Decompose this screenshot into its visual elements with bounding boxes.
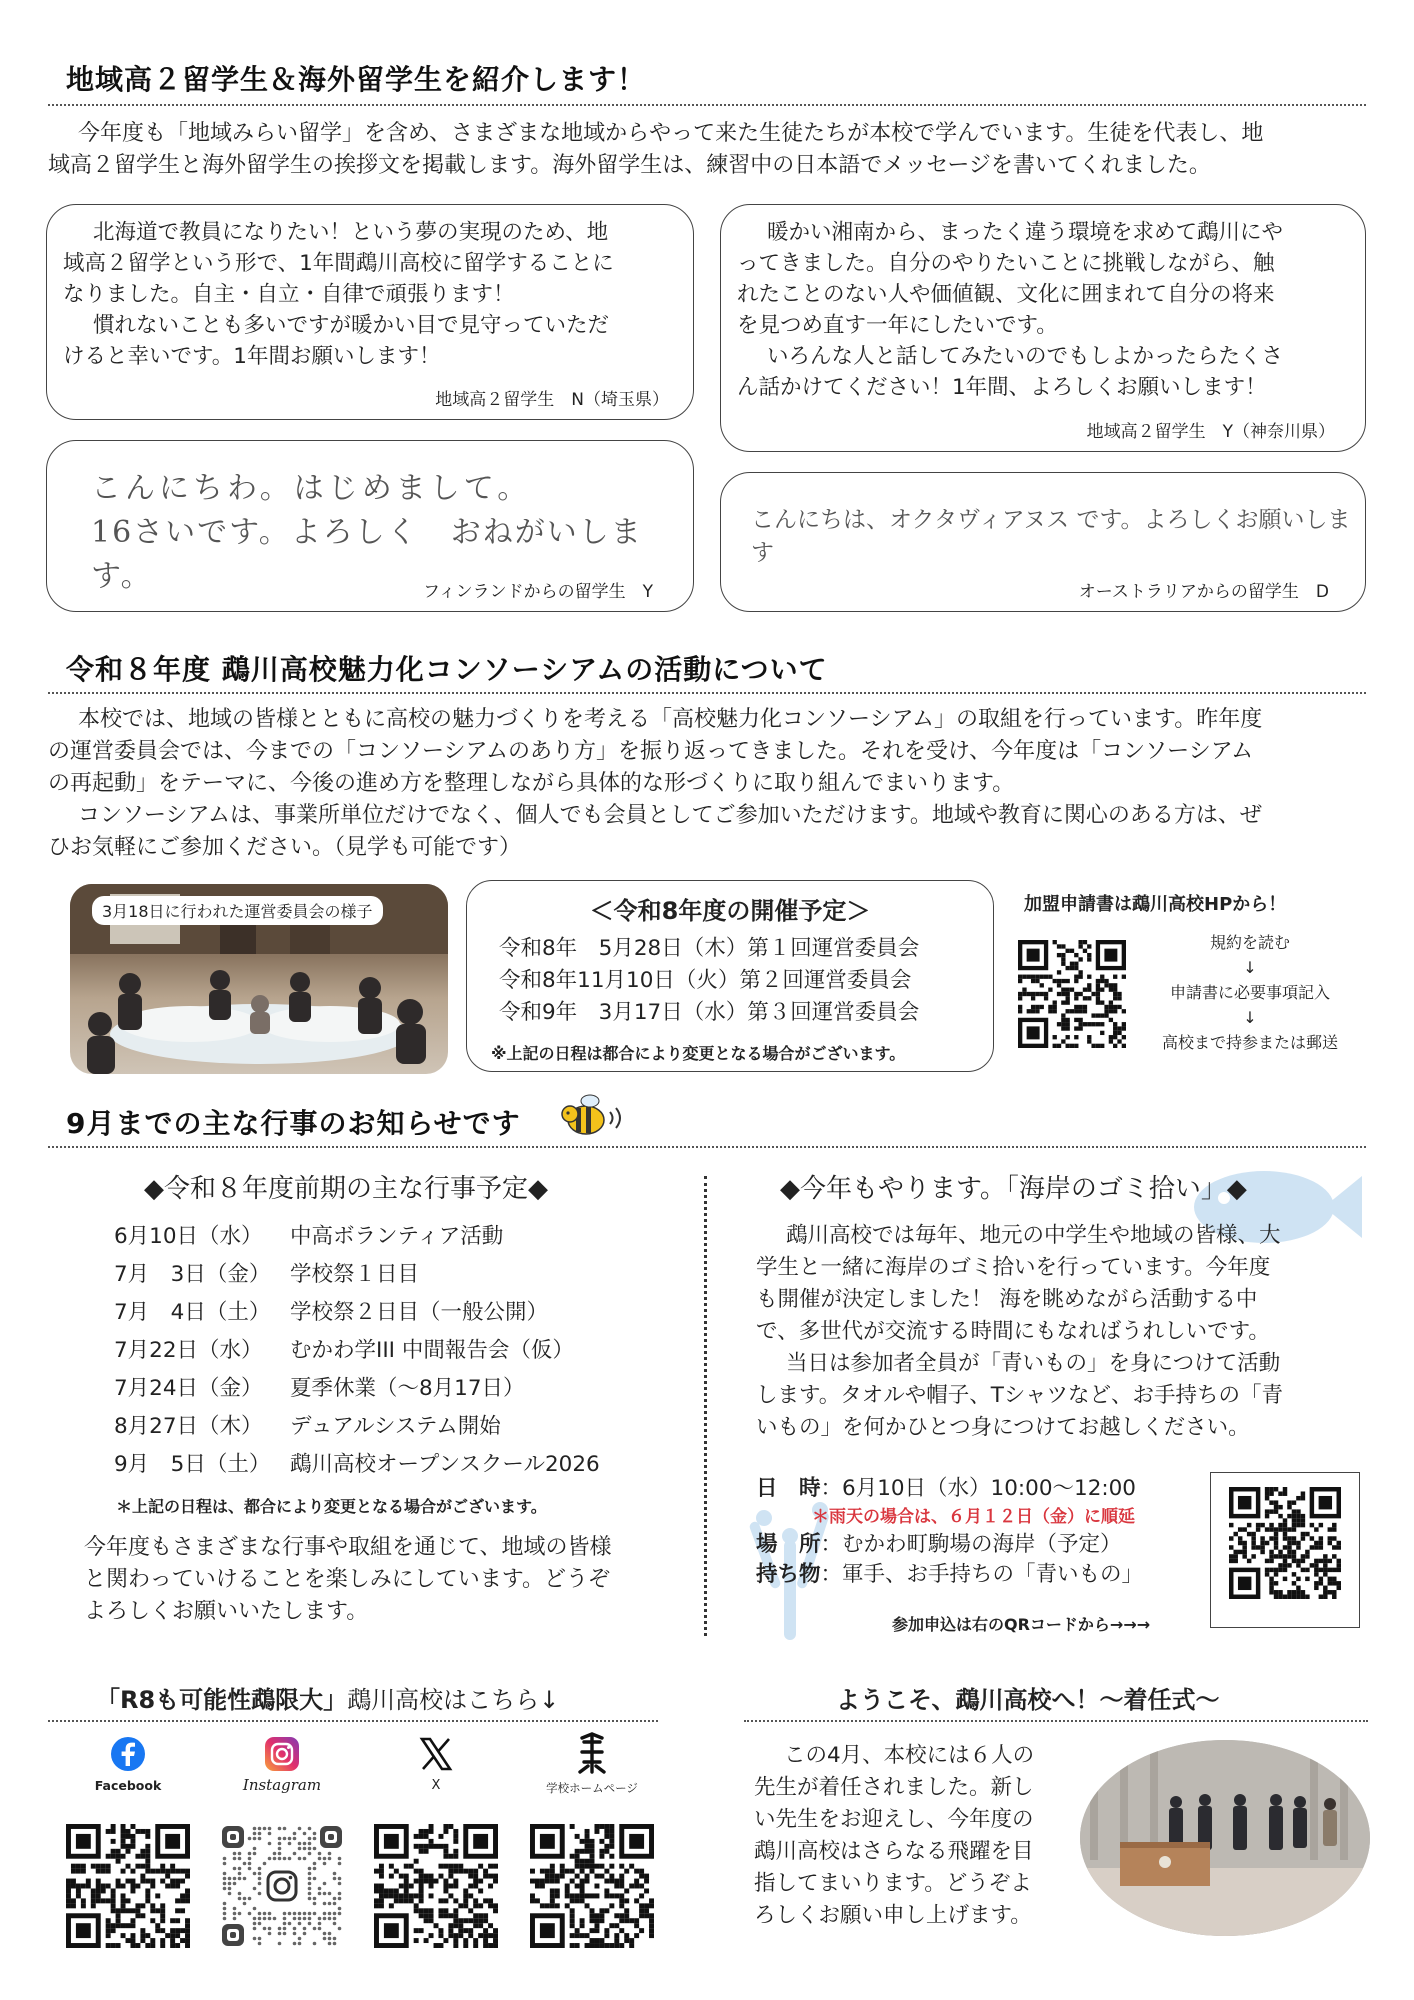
schedule-note: ※上記の日程は都合により変更となる場合がございます。 xyxy=(491,1044,906,1063)
paragraph-line: ひお気軽にご参加ください。（見学も可能です） xyxy=(48,835,522,860)
event-name: 鵡川高校オープンスクール2026 xyxy=(290,1452,600,1477)
section3-title: 9月までの主な行事のお知らせです xyxy=(66,1107,521,1140)
event-name: 中高ボランティア活動 xyxy=(290,1224,504,1249)
intro-line: 域高２留学生と海外留学生の挨拶文を掲載します。海外留学生は、練習中の日本語でメッセージを書いてくれました。 xyxy=(48,153,1211,178)
event-name: 夏季休業（～8月17日） xyxy=(290,1376,525,1401)
divider xyxy=(48,104,1366,106)
message-line: を見つめ直す一年にしたいです。 xyxy=(737,313,1058,338)
event-name: デュアルシステム開始 xyxy=(290,1414,501,1439)
welcome-line: 鵡川高校はさらなる飛躍を目 xyxy=(754,1839,1034,1864)
x-label: X xyxy=(431,1778,441,1793)
sns-title-bold: 「R8も可能性鵡限大」 xyxy=(96,1686,348,1714)
event-row xyxy=(114,1332,600,1370)
student-message-box-y xyxy=(720,204,1366,452)
signature: オーストラリアからの留学生 D xyxy=(1078,582,1329,602)
sns-title xyxy=(96,1680,559,1715)
photo-caption: 3月18日に行われた運営委員会の様子 xyxy=(92,896,383,925)
beach-text xyxy=(756,1220,1356,1444)
event-date: 7月 3日（金） xyxy=(114,1262,271,1287)
welcome-title: ようこそ、鵡川高校へ！～着任式～ xyxy=(836,1686,1220,1714)
message-line: ってきました。自分のやりたいことに挑戦しながら、触 xyxy=(737,251,1275,276)
event-date: 9月 5日（土） xyxy=(114,1452,271,1477)
beach-line: いもの」を何かひとつ身につけてお越しください。 xyxy=(756,1415,1250,1440)
divider xyxy=(48,1146,1366,1148)
beach-qr-frame[interactable] xyxy=(1210,1472,1360,1628)
beach-details xyxy=(756,1474,1143,1590)
signature: フィンランドからの留学生 Y xyxy=(422,582,653,602)
event-name: 学校祭２日目（一般公開） xyxy=(290,1300,549,1325)
instagram-label: Instagram xyxy=(242,1776,322,1794)
event-row xyxy=(114,1446,600,1484)
sns-title-rest: 鵡川高校はこちら↓ xyxy=(347,1686,560,1714)
closing-line: と関わっていけることを楽しみにしています。どうぞ xyxy=(84,1567,611,1592)
ceremony-photo-illustration xyxy=(1080,1740,1370,1936)
beach-line: 鵡川高校では毎年、地元の中学生や地域の皆様、大 xyxy=(786,1223,1281,1248)
rain-note: ＊雨天の場合は、６月１２日（金）に順延 xyxy=(812,1507,1135,1527)
event-date: 6月10日（水） xyxy=(114,1224,263,1249)
student-message-box-n xyxy=(46,204,694,420)
join-title: 加盟申請書は鵡川高校HPから！ xyxy=(1024,894,1287,915)
instagram-link[interactable] xyxy=(218,1736,346,1794)
qr-code-pattern xyxy=(66,1824,190,1948)
qr-code-pattern xyxy=(530,1824,654,1948)
where-label: 場 所 xyxy=(756,1532,821,1557)
beach-line: も開催が決定しました！ 海を眺めながら活動する中 xyxy=(756,1287,1258,1312)
section2-paragraph xyxy=(48,704,1368,864)
when-row xyxy=(756,1474,1143,1504)
event-row xyxy=(114,1370,600,1408)
divider xyxy=(48,1720,658,1722)
column-divider xyxy=(704,1176,707,1636)
x-icon xyxy=(419,1736,453,1772)
school-homepage-link[interactable] xyxy=(524,1732,660,1796)
join-step: 高校まで持参または郵送 xyxy=(1161,1033,1338,1052)
message-line: 域高２留学という形で、1年間鵡川高校に留学することに xyxy=(63,251,614,276)
schedule-list xyxy=(499,933,919,1029)
signature: 地域高２留学生 Y（神奈川県） xyxy=(1086,422,1335,442)
message-line: なりました。自主・自立・自律で頑張ります！ xyxy=(63,282,515,307)
events-note: ＊上記の日程は、都合により変更となる場合がございます。 xyxy=(116,1497,547,1516)
join-steps xyxy=(1140,930,1360,1055)
paragraph-line: 本校では、地域の皆様とともに高校の魅力づくりを考える「高校魅力化コンソーシアム」の取組を行っています。昨年度 xyxy=(78,707,1263,732)
event-row xyxy=(114,1218,600,1256)
meeting-photo xyxy=(70,884,448,1074)
join-step: 申請書に必要事項記入 xyxy=(1169,983,1330,1002)
schedule-item: 令和9年 3月17日（水）第３回運営委員会 xyxy=(499,1000,920,1025)
qr-code-pattern xyxy=(374,1824,498,1948)
divider xyxy=(48,692,1366,694)
signature: 地域高２留学生 N（埼玉県） xyxy=(435,390,669,410)
facebook-icon xyxy=(110,1736,146,1772)
school-homepage-qr-code[interactable] xyxy=(530,1824,654,1948)
consortium-qr-code[interactable] xyxy=(1018,940,1126,1048)
event-row xyxy=(114,1294,600,1332)
beach-title: ◆今年もやります。「海岸のゴミ拾い」◆ xyxy=(780,1174,1247,1204)
welcome-line: この4月、本校には６人の xyxy=(784,1743,1035,1768)
events-title: ◆令和８年度前期の主な行事予定◆ xyxy=(144,1174,548,1204)
where-value: ：むかわ町駒場の海岸（予定） xyxy=(820,1532,1122,1557)
welcome-text xyxy=(754,1740,1094,1932)
bring-value: ：軍手、お手持ちの「青いもの」 xyxy=(820,1562,1144,1587)
where-row xyxy=(756,1530,1143,1560)
section2-title: 令和８年度 鵡川高校魅力化コンソーシアムの活動について xyxy=(66,653,828,686)
arrow-down: ↓ xyxy=(1243,1008,1257,1027)
section1-intro xyxy=(48,118,1368,182)
divider xyxy=(744,1720,1368,1722)
welcome-line: 先生が着任されました。新し xyxy=(754,1775,1034,1800)
closing-line: 今年度もさまざまな行事や取組を通じて、地域の皆様 xyxy=(84,1535,612,1560)
qr-code-pattern xyxy=(1018,940,1126,1048)
message-line: 暖かい湘南から、まったく違う環境を求めて鵡川にや xyxy=(767,220,1284,245)
message-line: 慣れないことも多いですが暖かい目で見守っていただ xyxy=(93,313,610,338)
paragraph-line: の運営委員会では、今までの「コンソーシアムのあり方」を振り返ってきました。それを受け、今年度は「コンソーシアム xyxy=(48,739,1254,764)
handwritten-line: こんにちは、オクタヴィアヌス です。よろしくお願いします xyxy=(751,507,1351,566)
instagram-qr-pattern xyxy=(220,1824,344,1948)
bring-row xyxy=(756,1560,1143,1590)
facebook-link[interactable] xyxy=(64,1736,192,1793)
arrow-down: ↓ xyxy=(1243,958,1257,977)
event-date: 7月24日（金） xyxy=(114,1376,263,1401)
message-line: いろんな人と話してみたいのでもしよかったらたくさ xyxy=(767,344,1284,369)
event-name: むかわ学III 中間報告会（仮） xyxy=(290,1338,574,1363)
schedule-title: ＜令和8年度の開催予定＞ xyxy=(589,897,871,925)
bee-icon xyxy=(556,1092,626,1142)
facebook-qr-code[interactable] xyxy=(66,1824,190,1948)
event-row xyxy=(114,1408,600,1446)
welcome-line: い先生をお迎えし、今年度の xyxy=(754,1807,1034,1832)
welcome-line: 指してまいります。どうぞよ xyxy=(754,1871,1032,1896)
paragraph-line: の再起動」をテーマに、今後の進め方を整理しながら具体的な形づくりに取り組んでまいります。 xyxy=(48,771,1015,796)
x-qr-code[interactable] xyxy=(374,1824,498,1948)
beach-line: 学生と一緒に海岸のゴミ拾いを行っています。今年度 xyxy=(756,1255,1271,1280)
message-line: けると幸いです。1年間お願いします！ xyxy=(63,344,441,369)
message-line: 北海道で教員になりたい！という夢の実現のため、地 xyxy=(93,220,609,245)
welcome-line: ろしくお願い申し上げます。 xyxy=(754,1903,1032,1928)
message-line: ん話かけてください！1年間、よろしくお願いします！ xyxy=(737,375,1267,400)
message-line: れたことのない人や価値観、文化に囲まれて自分の将来 xyxy=(737,282,1275,307)
x-link[interactable] xyxy=(372,1736,500,1793)
event-row xyxy=(114,1256,600,1294)
event-date: 7月 4日（土） xyxy=(114,1300,271,1325)
student-message-box-australia xyxy=(720,472,1366,612)
handwritten-line: こんにちわ。はじめまして。 xyxy=(91,471,532,506)
schedule-item: 令和8年 5月28日（木）第１回運営委員会 xyxy=(499,936,920,961)
paragraph-line: コンソーシアムは、事業所単位だけでなく、個人でも会員としてご参加いただけます。地域や教育に関心のある方は、ぜ xyxy=(78,803,1262,828)
closing-line: よろしくお願いいたします。 xyxy=(84,1599,369,1624)
apply-note: 参加申込は右のQRコードから→→→ xyxy=(892,1615,1151,1634)
beach-line: します。タオルや帽子、Tシャツなど、お手持ちの「青 xyxy=(756,1383,1283,1408)
schedule-box xyxy=(466,880,994,1072)
intro-line: 今年度も「地域みらい留学」を含め、さまざまな地域からやって来た生徒たちが本校で学んでいます。生徒を代表し、地 xyxy=(78,121,1264,146)
event-date: 7月22日（水） xyxy=(114,1338,263,1363)
school-logo-icon xyxy=(574,1732,610,1776)
event-name: 学校祭１日目 xyxy=(290,1262,420,1287)
instagram-qr-code[interactable] xyxy=(220,1824,344,1948)
join-step: 規約を読む xyxy=(1209,933,1290,952)
bring-label: 持ち物 xyxy=(756,1562,821,1587)
ceremony-photo xyxy=(1080,1740,1370,1936)
school-homepage-label: 学校ホームページ xyxy=(546,1781,638,1795)
beach-qr-code xyxy=(1229,1487,1341,1599)
instagram-icon xyxy=(264,1736,300,1772)
facebook-label: Facebook xyxy=(94,1778,162,1793)
student-message-box-finland xyxy=(46,440,694,612)
beach-line: 当日は参加者全員が「青いもの」を身につけて活動 xyxy=(786,1351,1281,1376)
events-closing xyxy=(84,1532,684,1628)
handwritten-line: 16さいです。よろしく おねがいします。 xyxy=(91,515,643,594)
when-value: ：6月10日（水）10:00～12:00 xyxy=(820,1476,1136,1501)
beach-line: で、多世代が交流する時間にもなればうれしいです。 xyxy=(756,1319,1270,1344)
event-date: 8月27日（木） xyxy=(114,1414,263,1439)
section1-title: 地域高２留学生＆海外留学生を紹介します！ xyxy=(66,63,647,96)
when-label: 日 時 xyxy=(756,1476,821,1501)
events-list xyxy=(114,1218,600,1484)
schedule-item: 令和8年11月10日（火）第２回運営委員会 xyxy=(499,968,912,993)
